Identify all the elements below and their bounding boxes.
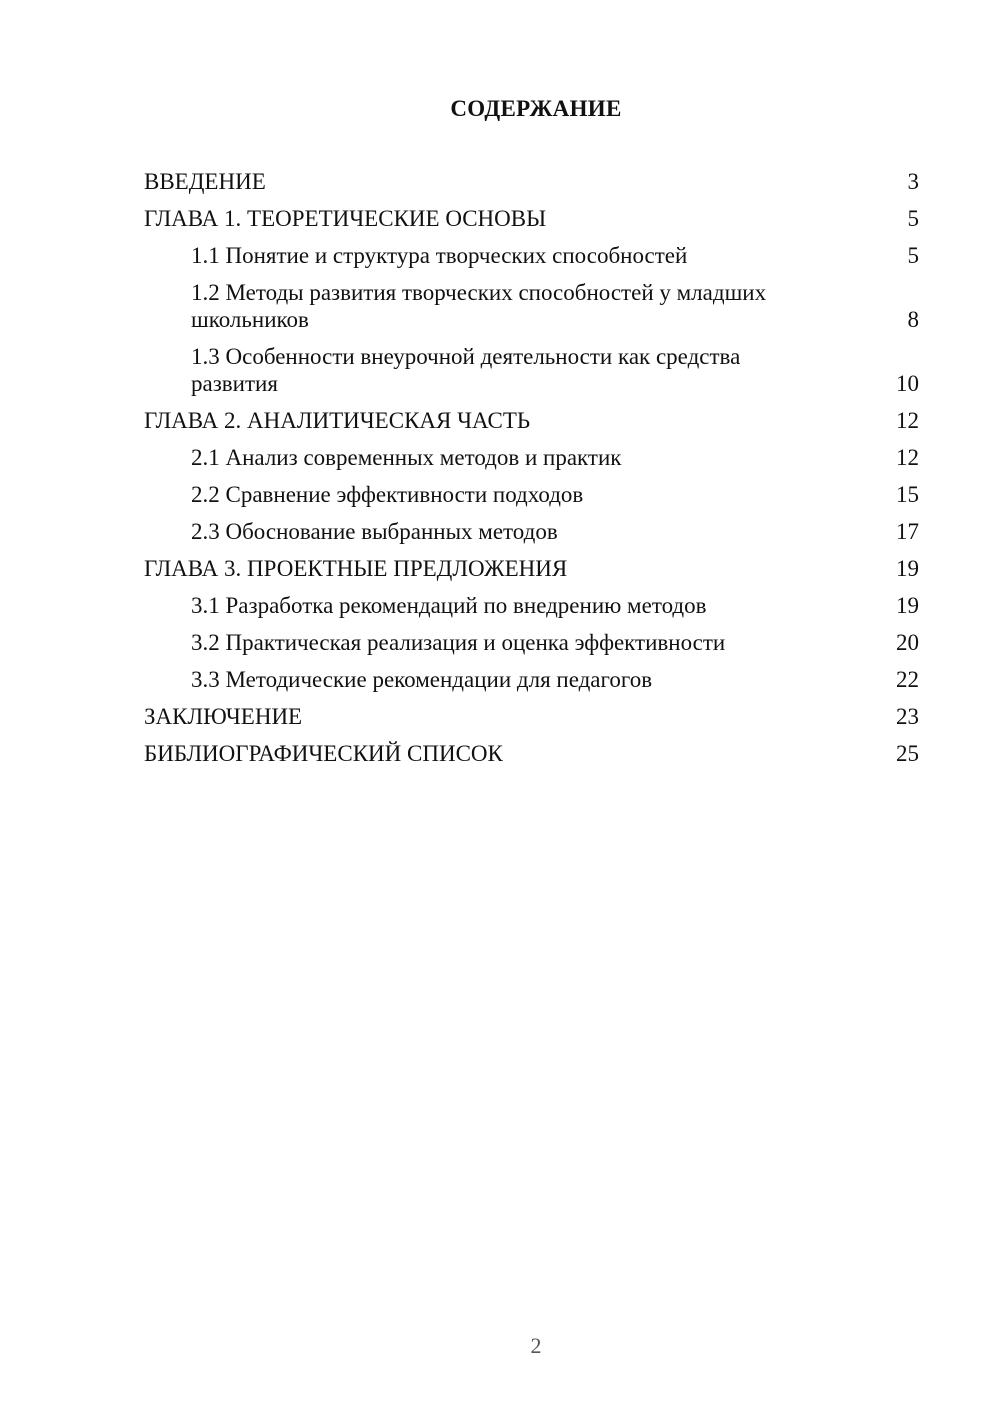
toc-entry-introduction[interactable] bbox=[144, 168, 919, 195]
toc-entry-text: ГЛАВА 3. ПРОЕКТНЫЕ ПРЕДЛОЖЕНИЯ bbox=[144, 556, 568, 581]
toc-entry-page: 25 bbox=[896, 741, 919, 766]
toc-entry-page: 23 bbox=[896, 704, 919, 729]
page-number: 2 bbox=[530, 1333, 542, 1358]
toc-title: СОДЕРЖАНИЕ bbox=[450, 96, 622, 121]
toc-entry-section-3-1[interactable] bbox=[144, 592, 919, 619]
toc-entry-text: 2.2 Сравнение эффективности подходов bbox=[191, 482, 584, 507]
toc-entry-section-1-2[interactable] bbox=[144, 279, 919, 333]
toc-entry-text: 2.1 Анализ современных методов и практик bbox=[191, 445, 622, 470]
toc-entry-page: 12 bbox=[896, 445, 919, 470]
toc-entry-section-1-1[interactable] bbox=[144, 242, 919, 269]
toc-entry-chapter-1[interactable] bbox=[144, 205, 919, 232]
toc-entry-page: 19 bbox=[896, 593, 919, 618]
toc-entry-text: ВВЕДЕНИЕ bbox=[144, 169, 266, 194]
toc-entry-chapter-3[interactable] bbox=[144, 555, 919, 582]
toc-entry-page: 12 bbox=[896, 408, 919, 433]
toc-entry-section-2-1[interactable] bbox=[144, 444, 919, 471]
toc-entry-section-3-2[interactable] bbox=[144, 629, 919, 656]
toc-entry-text: БИБЛИОГРАФИЧЕСКИЙ СПИСОК bbox=[144, 741, 503, 766]
toc-entry-text: 2.3 Обоснование выбранных методов bbox=[191, 519, 558, 544]
toc-entry-text: ГЛАВА 2. АНАЛИТИЧЕСКАЯ ЧАСТЬ bbox=[144, 408, 531, 433]
toc-entry-conclusion[interactable] bbox=[144, 703, 919, 730]
toc-entry-page: 8 bbox=[907, 307, 919, 332]
toc-entry-page: 19 bbox=[896, 556, 919, 581]
toc-entry-section-2-2[interactable] bbox=[144, 481, 919, 508]
toc-list bbox=[144, 168, 919, 777]
toc-entry-text: 1.1 Понятие и структура творческих способностей bbox=[191, 243, 688, 268]
toc-entry-page: 5 bbox=[907, 206, 919, 231]
toc-entry-text: 3.2 Практическая реализация и оценка эффективности bbox=[191, 630, 726, 655]
toc-entry-page: 17 bbox=[896, 519, 919, 544]
toc-entry-page: 5 bbox=[907, 243, 919, 268]
toc-entry-bibliography[interactable] bbox=[144, 740, 919, 767]
toc-entry-page: 15 bbox=[896, 482, 919, 507]
toc-entry-page: 10 bbox=[896, 371, 919, 396]
toc-entry-text: ГЛАВА 1. ТЕОРЕТИЧЕСКИЕ ОСНОВЫ bbox=[144, 206, 547, 231]
toc-entry-text: 1.3 Особенности внеурочной деятельности как средства развития bbox=[191, 344, 741, 396]
toc-entry-section-1-3[interactable] bbox=[144, 343, 919, 397]
toc-entry-section-3-3[interactable] bbox=[144, 666, 919, 693]
toc-entry-text: ЗАКЛЮЧЕНИЕ bbox=[144, 704, 303, 729]
toc-entry-text: 3.1 Разработка рекомендаций по внедрению методов bbox=[191, 593, 707, 618]
toc-entry-text: 1.2 Методы развития творческих способностей у младших школьников bbox=[191, 280, 767, 332]
toc-entry-chapter-2[interactable] bbox=[144, 407, 919, 434]
toc-entry-text: 3.3 Методические рекомендации для педагогов bbox=[191, 667, 653, 692]
toc-entry-page: 3 bbox=[907, 169, 919, 194]
toc-entry-section-2-3[interactable] bbox=[144, 518, 919, 545]
toc-entry-page: 22 bbox=[896, 667, 919, 692]
toc-entry-page: 20 bbox=[896, 630, 919, 655]
